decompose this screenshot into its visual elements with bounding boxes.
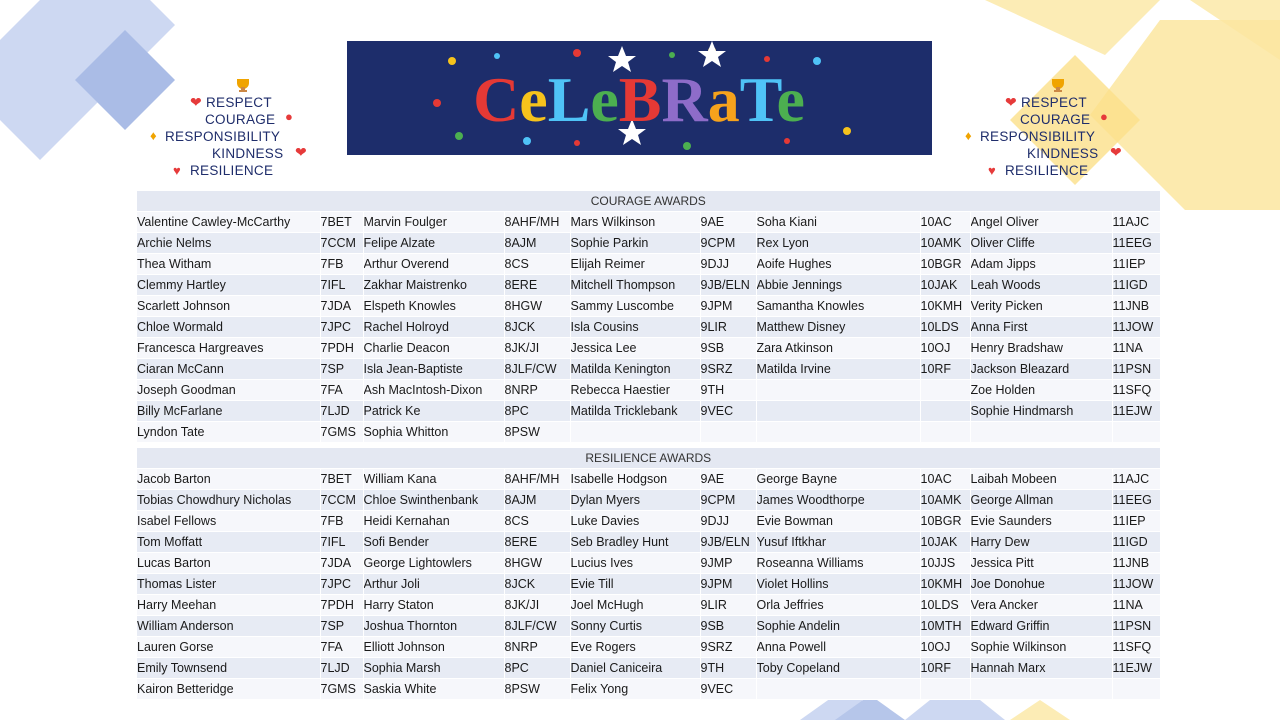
form-group-cell: 7SP [320, 616, 363, 637]
student-name-cell: Sofi Bender [363, 532, 504, 553]
form-group-cell: 9LIR [700, 317, 756, 338]
form-group-cell: 8HGW [504, 296, 570, 317]
table-row [137, 401, 1160, 422]
student-name-cell: Adam Jipps [970, 254, 1112, 275]
student-name-cell [970, 422, 1112, 443]
form-group-cell: 10MTH [920, 616, 970, 637]
form-group-cell: 8AJM [504, 233, 570, 254]
form-group-cell: 7FA [320, 637, 363, 658]
student-name-cell: Isabel Fellows [137, 511, 320, 532]
student-name-cell: Oliver Cliffe [970, 233, 1112, 254]
form-group-cell: 7CCM [320, 490, 363, 511]
form-group-cell: 11EEG [1112, 490, 1160, 511]
form-group-cell: 8AJM [504, 490, 570, 511]
courage-awards-title: COURAGE AWARDS [137, 191, 1160, 212]
student-name-cell: Dylan Myers [570, 490, 700, 511]
value-kindness: KINDNESS [212, 146, 284, 161]
student-name-cell: Jackson Bleazard [970, 359, 1112, 380]
form-group-cell: 7PDH [320, 338, 363, 359]
form-group-cell: 7GMS [320, 422, 363, 443]
student-name-cell [970, 679, 1112, 700]
form-group-cell: 9JB/ELN [700, 275, 756, 296]
student-name-cell: Edward Griffin [970, 616, 1112, 637]
form-group-cell [700, 422, 756, 443]
form-group-cell: 7LJD [320, 658, 363, 679]
form-group-cell: 11SFQ [1112, 380, 1160, 401]
student-name-cell: Chloe Swinthenbank [363, 490, 504, 511]
form-group-cell: 7JDA [320, 296, 363, 317]
form-group-cell: 11IGD [1112, 275, 1160, 296]
student-name-cell: Joseph Goodman [137, 380, 320, 401]
table-row [137, 658, 1160, 679]
form-group-cell: 8ERE [504, 532, 570, 553]
student-name-cell [756, 401, 920, 422]
form-group-cell: 9JMP [700, 553, 756, 574]
student-name-cell: Arthur Overend [363, 254, 504, 275]
student-name-cell: Samantha Knowles [756, 296, 920, 317]
form-group-cell: 10LDS [920, 595, 970, 616]
student-name-cell: Elliott Johnson [363, 637, 504, 658]
table-row [137, 532, 1160, 553]
form-group-cell: 11PSN [1112, 616, 1160, 637]
form-group-cell: 9AE [700, 469, 756, 490]
shield-icon: ♥ [988, 163, 996, 178]
student-name-cell: Vera Ancker [970, 595, 1112, 616]
values-logo-right [965, 78, 1122, 188]
student-name-cell: Verity Picken [970, 296, 1112, 317]
table-row [137, 637, 1160, 658]
trophy-icon [1048, 78, 1068, 92]
form-group-cell: 11NA [1112, 338, 1160, 359]
form-group-cell: 7FB [320, 511, 363, 532]
form-group-cell: 8PC [504, 401, 570, 422]
table-row [137, 233, 1160, 254]
form-group-cell: 9LIR [700, 595, 756, 616]
student-name-cell: Tom Moffatt [137, 532, 320, 553]
shield-icon: ♥ [173, 163, 181, 178]
form-group-cell [1112, 422, 1160, 443]
table-row [137, 469, 1160, 490]
student-name-cell: Seb Bradley Hunt [570, 532, 700, 553]
table-row [137, 296, 1160, 317]
student-name-cell: Sonny Curtis [570, 616, 700, 637]
form-group-cell: 9JPM [700, 574, 756, 595]
student-name-cell: Valentine Cawley-McCarthy [137, 212, 320, 233]
form-group-cell: 9CPM [700, 490, 756, 511]
student-name-cell [756, 679, 920, 700]
student-name-cell: Chloe Wormald [137, 317, 320, 338]
form-group-cell: 9CPM [700, 233, 756, 254]
form-group-cell: 11EJW [1112, 401, 1160, 422]
student-name-cell: Ciaran McCann [137, 359, 320, 380]
medal-icon: ● [1100, 109, 1108, 124]
form-group-cell: 8ERE [504, 275, 570, 296]
form-group-cell: 10BGR [920, 254, 970, 275]
table-row [137, 317, 1160, 338]
value-kindness: KINDNESS [1027, 146, 1099, 161]
value-respect: RESPECT [206, 95, 272, 110]
form-group-cell: 7GMS [320, 679, 363, 700]
student-name-cell: Zara Atkinson [756, 338, 920, 359]
form-group-cell: 7PDH [320, 595, 363, 616]
student-name-cell: Sammy Luscombe [570, 296, 700, 317]
values-logo-left [150, 78, 307, 188]
student-name-cell: Sophie Andelin [756, 616, 920, 637]
form-group-cell: 10OJ [920, 637, 970, 658]
form-group-cell: 11IGD [1112, 532, 1160, 553]
form-group-cell: 7JPC [320, 317, 363, 338]
student-name-cell: Luke Davies [570, 511, 700, 532]
student-name-cell: Tobias Chowdhury Nicholas [137, 490, 320, 511]
form-group-cell: 7BET [320, 212, 363, 233]
student-name-cell: Sophie Parkin [570, 233, 700, 254]
form-group-cell: 9SRZ [700, 637, 756, 658]
table-row [137, 359, 1160, 380]
student-name-cell: Henry Bradshaw [970, 338, 1112, 359]
form-group-cell: 11JNB [1112, 553, 1160, 574]
student-name-cell: Zakhar Maistrenko [363, 275, 504, 296]
student-name-cell: Lucius Ives [570, 553, 700, 574]
student-name-cell: Daniel Caniceira [570, 658, 700, 679]
student-name-cell: William Anderson [137, 616, 320, 637]
torch-icon: ♦ [150, 128, 157, 143]
student-name-cell: Isla Jean-Baptiste [363, 359, 504, 380]
student-name-cell: Marvin Foulger [363, 212, 504, 233]
student-name-cell: George Allman [970, 490, 1112, 511]
form-group-cell: 11IEP [1112, 254, 1160, 275]
student-name-cell: Lucas Barton [137, 553, 320, 574]
form-group-cell: 10RF [920, 658, 970, 679]
student-name-cell: Hannah Marx [970, 658, 1112, 679]
table-row [137, 679, 1160, 700]
heart-icon: ❤ [1110, 144, 1122, 160]
form-group-cell: 8JLF/CW [504, 359, 570, 380]
student-name-cell: Matilda Tricklebank [570, 401, 700, 422]
student-name-cell: Isabelle Hodgson [570, 469, 700, 490]
form-group-cell: 7IFL [320, 532, 363, 553]
student-name-cell [756, 380, 920, 401]
courage-awards-table [137, 191, 1161, 443]
value-resilience: RESILIENCE [190, 163, 274, 178]
student-name-cell: Saskia White [363, 679, 504, 700]
table-row [137, 212, 1160, 233]
student-name-cell: Matilda Irvine [756, 359, 920, 380]
table-row [137, 490, 1160, 511]
student-name-cell: Heidi Kernahan [363, 511, 504, 532]
student-name-cell: Clemmy Hartley [137, 275, 320, 296]
student-name-cell: Laibah Mobeen [970, 469, 1112, 490]
table-row [137, 511, 1160, 532]
form-group-cell: 10KMH [920, 296, 970, 317]
student-name-cell [570, 422, 700, 443]
form-group-cell: 10AC [920, 212, 970, 233]
resilience-awards-title: RESILIENCE AWARDS [137, 448, 1160, 469]
student-name-cell: Archie Nelms [137, 233, 320, 254]
form-group-cell: 9TH [700, 380, 756, 401]
form-group-cell: 9JPM [700, 296, 756, 317]
form-group-cell: 7JDA [320, 553, 363, 574]
celebrate-banner [347, 41, 932, 155]
medal-icon: ● [285, 109, 293, 124]
form-group-cell: 11AJC [1112, 212, 1160, 233]
student-name-cell: Sophia Marsh [363, 658, 504, 679]
form-group-cell: 10LDS [920, 317, 970, 338]
student-name-cell: Toby Copeland [756, 658, 920, 679]
student-name-cell: Mitchell Thompson [570, 275, 700, 296]
resilience-awards-table [137, 448, 1161, 700]
student-name-cell: Joe Donohue [970, 574, 1112, 595]
student-name-cell: Francesca Hargreaves [137, 338, 320, 359]
table-row [137, 422, 1160, 443]
student-name-cell: Anna First [970, 317, 1112, 338]
value-resilience: RESILIENCE [1005, 163, 1089, 178]
student-name-cell: Patrick Ke [363, 401, 504, 422]
form-group-cell: 9VEC [700, 679, 756, 700]
student-name-cell: George Lightowlers [363, 553, 504, 574]
table-row [137, 380, 1160, 401]
form-group-cell: 11PSN [1112, 359, 1160, 380]
student-name-cell: Harry Dew [970, 532, 1112, 553]
table-row [137, 616, 1160, 637]
student-name-cell: Orla Jeffries [756, 595, 920, 616]
student-name-cell: Matthew Disney [756, 317, 920, 338]
form-group-cell: 8HGW [504, 553, 570, 574]
student-name-cell: Lauren Gorse [137, 637, 320, 658]
student-name-cell: Harry Meehan [137, 595, 320, 616]
form-group-cell: 7JPC [320, 574, 363, 595]
form-group-cell: 7LJD [320, 401, 363, 422]
form-group-cell: 8JLF/CW [504, 616, 570, 637]
table-row [137, 254, 1160, 275]
form-group-cell: 9VEC [700, 401, 756, 422]
form-group-cell: 10BGR [920, 511, 970, 532]
form-group-cell: 7FB [320, 254, 363, 275]
student-name-cell: Charlie Deacon [363, 338, 504, 359]
student-name-cell: Eve Rogers [570, 637, 700, 658]
form-group-cell [920, 380, 970, 401]
form-group-cell: 8CS [504, 254, 570, 275]
form-group-cell: 9JB/ELN [700, 532, 756, 553]
student-name-cell: Arthur Joli [363, 574, 504, 595]
student-name-cell: Zoe Holden [970, 380, 1112, 401]
student-name-cell: Elijah Reimer [570, 254, 700, 275]
form-group-cell: 11AJC [1112, 469, 1160, 490]
form-group-cell: 8JCK [504, 574, 570, 595]
student-name-cell: Rebecca Haestier [570, 380, 700, 401]
form-group-cell: 9AE [700, 212, 756, 233]
form-group-cell: 9TH [700, 658, 756, 679]
form-group-cell [920, 401, 970, 422]
student-name-cell: Anna Powell [756, 637, 920, 658]
form-group-cell: 11EEG [1112, 233, 1160, 254]
form-group-cell: 11JOW [1112, 574, 1160, 595]
form-group-cell: 10AMK [920, 233, 970, 254]
form-group-cell: 8NRP [504, 380, 570, 401]
student-name-cell: Matilda Kenington [570, 359, 700, 380]
form-group-cell: 8PC [504, 658, 570, 679]
value-responsibility: RESPONSIBILITY [980, 129, 1096, 144]
form-group-cell: 11EJW [1112, 658, 1160, 679]
student-name-cell: Jacob Barton [137, 469, 320, 490]
student-name-cell: Thea Witham [137, 254, 320, 275]
student-name-cell: Evie Till [570, 574, 700, 595]
form-group-cell: 7CCM [320, 233, 363, 254]
student-name-cell: Leah Woods [970, 275, 1112, 296]
form-group-cell: 7IFL [320, 275, 363, 296]
student-name-cell: Evie Saunders [970, 511, 1112, 532]
torch-icon: ♦ [965, 128, 972, 143]
student-name-cell: Sophia Whitton [363, 422, 504, 443]
form-group-cell: 10AC [920, 469, 970, 490]
form-group-cell: 8AHF/MH [504, 469, 570, 490]
student-name-cell: Angel Oliver [970, 212, 1112, 233]
student-name-cell: Rachel Holroyd [363, 317, 504, 338]
form-group-cell: 8PSW [504, 679, 570, 700]
student-name-cell: Violet Hollins [756, 574, 920, 595]
form-group-cell: 8PSW [504, 422, 570, 443]
form-group-cell: 7SP [320, 359, 363, 380]
value-responsibility: RESPONSIBILITY [165, 129, 281, 144]
form-group-cell: 10JAK [920, 275, 970, 296]
student-name-cell: Roseanna Williams [756, 553, 920, 574]
student-name-cell: Billy McFarlane [137, 401, 320, 422]
student-name-cell: Rex Lyon [756, 233, 920, 254]
form-group-cell: 9SB [700, 616, 756, 637]
value-courage: COURAGE [1020, 112, 1091, 127]
trophy-icon [233, 78, 253, 92]
student-name-cell: Scarlett Johnson [137, 296, 320, 317]
student-name-cell: Joel McHugh [570, 595, 700, 616]
form-group-cell: 10KMH [920, 574, 970, 595]
student-name-cell: Thomas Lister [137, 574, 320, 595]
form-group-cell: 10JAK [920, 532, 970, 553]
form-group-cell: 11JNB [1112, 296, 1160, 317]
form-group-cell: 8JK/JI [504, 338, 570, 359]
form-group-cell: 11IEP [1112, 511, 1160, 532]
form-group-cell: 9DJJ [700, 511, 756, 532]
form-group-cell: 10AMK [920, 490, 970, 511]
student-name-cell: Mars Wilkinson [570, 212, 700, 233]
heart-icon: ❤ [190, 94, 202, 110]
student-name-cell: Felipe Alzate [363, 233, 504, 254]
student-name-cell: Abbie Jennings [756, 275, 920, 296]
table-row [137, 338, 1160, 359]
form-group-cell: 7FA [320, 380, 363, 401]
value-courage: COURAGE [205, 112, 276, 127]
form-group-cell: 8JCK [504, 317, 570, 338]
student-name-cell: Isla Cousins [570, 317, 700, 338]
form-group-cell: 8JK/JI [504, 595, 570, 616]
table-row [137, 553, 1160, 574]
heart-icon: ❤ [295, 144, 307, 160]
student-name-cell: Joshua Thornton [363, 616, 504, 637]
form-group-cell: 8CS [504, 511, 570, 532]
form-group-cell: 9SRZ [700, 359, 756, 380]
student-name-cell: Harry Staton [363, 595, 504, 616]
student-name-cell: Elspeth Knowles [363, 296, 504, 317]
student-name-cell: George Bayne [756, 469, 920, 490]
student-name-cell: Lyndon Tate [137, 422, 320, 443]
student-name-cell: Sophie Wilkinson [970, 637, 1112, 658]
table-row [137, 595, 1160, 616]
student-name-cell: Ash MacIntosh-Dixon [363, 380, 504, 401]
banner-title: CeLeBRaTe [473, 64, 805, 135]
student-name-cell: Sophie Hindmarsh [970, 401, 1112, 422]
form-group-cell: 11NA [1112, 595, 1160, 616]
form-group-cell: 11JOW [1112, 317, 1160, 338]
student-name-cell: Jessica Pitt [970, 553, 1112, 574]
form-group-cell: 8AHF/MH [504, 212, 570, 233]
student-name-cell: James Woodthorpe [756, 490, 920, 511]
student-name-cell: Aoife Hughes [756, 254, 920, 275]
form-group-cell: 10OJ [920, 338, 970, 359]
form-group-cell: 9DJJ [700, 254, 756, 275]
form-group-cell: 8NRP [504, 637, 570, 658]
student-name-cell: Emily Townsend [137, 658, 320, 679]
table-row [137, 275, 1160, 296]
form-group-cell: 9SB [700, 338, 756, 359]
student-name-cell: Kairon Betteridge [137, 679, 320, 700]
student-name-cell: Jessica Lee [570, 338, 700, 359]
form-group-cell: 7BET [320, 469, 363, 490]
celebrate-graphic [347, 41, 932, 155]
form-group-cell [920, 422, 970, 443]
form-group-cell: 11SFQ [1112, 637, 1160, 658]
student-name-cell: Felix Yong [570, 679, 700, 700]
student-name-cell [756, 422, 920, 443]
form-group-cell: 10RF [920, 359, 970, 380]
heart-icon: ❤ [1005, 94, 1017, 110]
student-name-cell: Soha Kiani [756, 212, 920, 233]
student-name-cell: Yusuf Iftkhar [756, 532, 920, 553]
value-respect: RESPECT [1021, 95, 1087, 110]
student-name-cell: Evie Bowman [756, 511, 920, 532]
student-name-cell: William Kana [363, 469, 504, 490]
form-group-cell [1112, 679, 1160, 700]
table-row [137, 574, 1160, 595]
form-group-cell: 10JJS [920, 553, 970, 574]
form-group-cell [920, 679, 970, 700]
